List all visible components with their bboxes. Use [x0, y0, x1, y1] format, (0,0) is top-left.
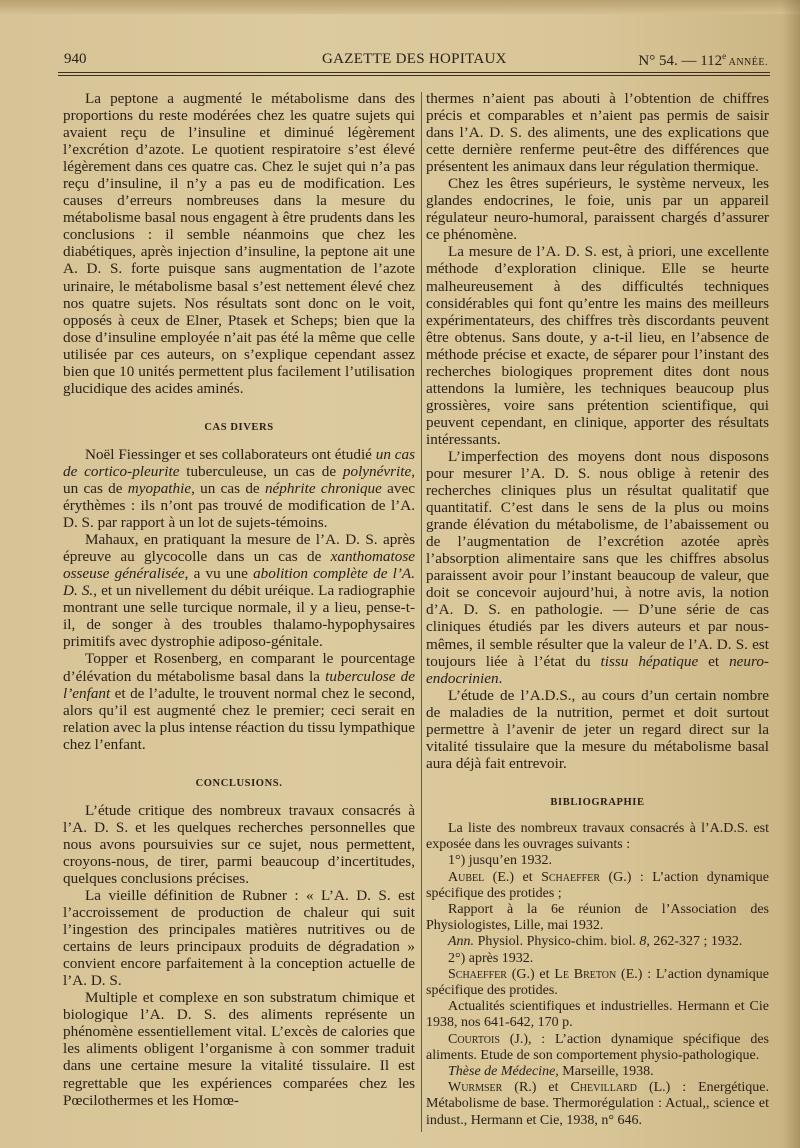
section-heading-cas-divers: CAS DIVERS	[204, 421, 274, 433]
bib-period: 2°) après 1932.	[448, 950, 534, 966]
paragraph: Noël Fiessinger et ses collaborateurs ont étudié un cas de cortico-pleurite tuberculeuse, un cas de polynévrite, un cas de myopathie, un cas de néphrite chronique avec érythèmes : ils n’ont pas trouvé de modification de l’A. D. S. par rapport à un lot de sujets-témoins.	[63, 445, 415, 532]
left-column	[63, 90, 415, 1109]
bibliography	[426, 821, 769, 1129]
bib-entry: Schaeffer (G.) et Le Breton (E.) : L’action dynamique spécifique des protides.	[426, 966, 769, 998]
page-number: 940	[64, 51, 87, 67]
column-divider	[421, 92, 422, 1132]
bib-intro: La liste des nombreux travaux consacrés à l’A.D.S. est exposée dans les ouvrages suivants :	[426, 820, 769, 853]
bib-entry: Ann. Physiol. Physico-chim. biol. 8, 262-327 ; 1932.	[448, 934, 743, 950]
journal-title: GAZETTE DES HOPITAUX	[322, 51, 507, 67]
page-header	[58, 47, 770, 73]
paragraph: La vieille définition de Rubner : « L’A. D. S. est l’accroissement de production de chaleur qui suit l’ingestion des principales matières nutritives ou de certains de leurs principaux produits de dégradation » convient encore parfaitement à la conception actuelle de l’A. D. S.	[63, 887, 415, 990]
paragraph: L’imperfection des moyens dont nous disposons pour mesurer l’A. D. S. nous oblige à retenir des recherches cliniques plus un résultat qualitatif que quantitatif. C’est dans le sens de la plus ou moins grande élévation du métabolisme, de l’abaissement ou de l’augmentation de l’excrétion azotée après l’absorption alimentaire sans que les chiffres absolus paraissent avoir pour l’instant beaucoup de valeur, que doit se concevoir aujourd’hui, à notre avis, la notion d’A. D. S. en pathologie. — D’une série de cas cliniques étudiés par les divers auteurs et par nous-mêmes, il semble résulter que la valeur de l’A. D. S. est toujours liée à l’état du tissu hépatique et neuro-endocrinien.	[426, 447, 769, 687]
paragraph: thermes n’aient pas abouti à l’obtention de chiffres précis et comparables et n’aient pas permis de saisir dans l’A. D. S. des aliments, une des explications que cette dernière renferme peut-être des différences que présentent les animaux dans leur régulation thermique.	[426, 90, 769, 176]
bib-entry: Rapport à la 6e réunion de l’Association des Physiologistes, Lille, mai 1932.	[426, 901, 769, 934]
bib-entry: Actualités scientifiques et industrielles. Hermann et Cie 1938, nos 641-642, 170 p.	[426, 999, 769, 1031]
bib-entry: Courtois (J.), : L’action dynamique spécifique des aliments. Etude de son comportement physio-pathologique.	[426, 1031, 769, 1063]
header-rule	[58, 72, 770, 73]
paragraph: Mahaux, en pratiquant la mesure de l’A. D. S. après épreuve au glycocolle dans un cas de xanthomatose osseuse généralisée, a vu une abolition complète de l’A. D. S., et un nivellement du débit uréique. La radiographie montrant une selle turcique normale, il y a lieu, pense-t-il, de songer à des troubles thalamo-hypophysaires primitifs avec dystrophie adiposo-génitale.	[63, 531, 416, 651]
paragraph: Multiple et complexe en son substratum chimique et biologique l’A. D. S. des aliments représente un phénomène essentiellement vital. L’excès de calories que les aliments obligent l’organisme à con sommer traduit dans une certaine mesure la vitalité tissulaire. Il est regrettable que les expériences comparées chez les Pœcilothermes et les Homœ-	[63, 989, 415, 1109]
right-column	[426, 90, 769, 1129]
paragraph: Chez les êtres supérieurs, le système nerveux, les glandes endocrines, le foie, unis par un appareil régulateur neuro-humoral, paraissent chargés d’assurer ce phénomène.	[426, 175, 769, 244]
page-right-edge	[782, 0, 800, 1148]
paragraph: La mesure de l’A. D. S. est, à priori, une excellente méthode d’exploration clinique. Elle se heurte malheureusement à des difficultés techniques considérables qui font qu’entre les mains des meilleurs expérimentateurs, des chiffres très discordants peuvent être obtenus. Sans doute, y a-t-il lieu, en l’absence de méthode précise et exacte, de séparer pour l’instant des recherches biologiques proprement dites dont nous attendons la lumière, les techniques beaucoup plus grossières, voire sans prétention scientifique, qui peuvent cependant, en clinique, apporter des résultats intéressants.	[426, 243, 769, 448]
bib-period: 1°) jusqu’en 1932.	[448, 853, 552, 869]
page-top-edge	[0, 0, 800, 14]
bib-entry: Wurmser (R.) et Chevillard (L.) : Energétique. Métabolisme de base. Thermorégulation : Actual,, science et indust., Hermann et Cie, 1938, n° 646.	[426, 1080, 769, 1128]
paragraph: La peptone a augmenté le métabolisme dans des proportions du reste modérées chez les quatre sujets qui avaient reçu de l’insuline et diminué légèrement l’excrétion d’azote. Le quotient respiratoire s’est élevé légèrement dans ces quatre cas. Chez le sujet qui n’a pas reçu d’insuline, il n’y a pas eu de modification. Les causes d’erreurs nombreuses dans la mesure du métabolisme basal nous engagent à être prudents dans les conclusions : il semble néanmoins que chez les diabétiques, après injection d’insuline, la peptone ait une A. D. S. forte puisque sans augmentation de l’azote urinaire, le métabolisme basal s’est nettement élevé chez nos quatre sujets. Nos résultats sont donc on le voit, opposés à ceux de Elner, Ptasek et Scheps; bien que la dose d’insuline employée n’ait pas été la même que celle utilisée par ces auteurs, on s’explique cependant assez bien que 10 unités permettent plus facilement l’utilisation glucidique des acides aminés.	[63, 90, 415, 397]
header-rule-thin	[58, 75, 770, 76]
paragraph: Topper et Rosenberg, en comparant le pourcentage d’élévation du métabolisme basal dans la tuberculose de l’enfant et de l’adulte, le trouvent normal chez le second, alors qu’il est augmenté chez le premier; ceci serait en relation avec la plus intense réaction du tissu lympathique chez l’enfant.	[63, 650, 415, 753]
bib-entry: Aubel (E.) et Schaeffer (G.) : L’action dynamique spécifique des protides ;	[426, 869, 769, 901]
section-heading-bibliographie: BIBLIOGRAPHIE	[550, 796, 645, 808]
paragraph: L’étude de l’A.D.S., au cours d’un certain nombre de maladies de la nutrition, permet et doit surtout permettre à l’avenir de jeter un regard direct sur la vitalité tissulaire que la mesure du métabolisme basal aura déjà fait entrevoir.	[426, 686, 769, 772]
issue-info: N° 54. — 112e ANNÉE.	[638, 51, 768, 69]
paragraph: L’étude critique des nombreux travaux consacrés à l’A. D. S. et les quelques recherches personnelles que nous avons poursuivies sur ce sujet, nous permettent, croyons-nous, de tirer, parmi beaucoup d’incertitudes, quelques conclusions précises.	[63, 801, 415, 887]
bib-entry: Thèse de Médecine, Marseille, 1938.	[448, 1063, 654, 1079]
section-heading-conclusions: CONCLUSIONS.	[195, 777, 283, 789]
